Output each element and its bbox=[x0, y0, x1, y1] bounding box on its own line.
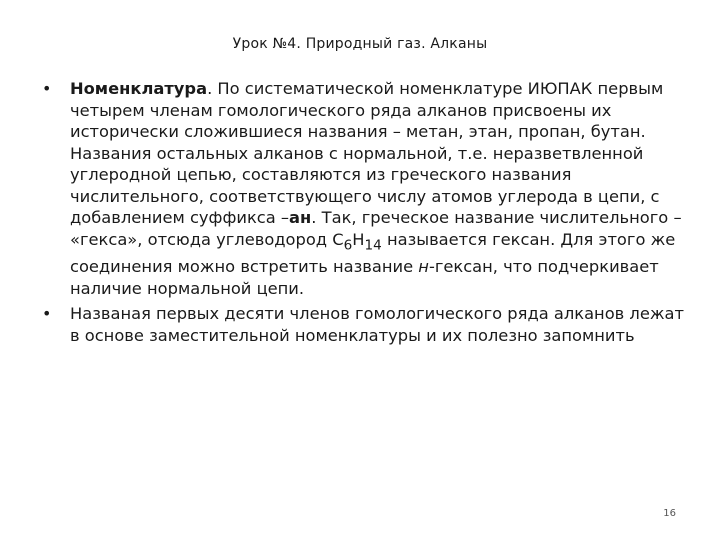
bullet-text-part: . По систематической номенклатуре ИЮПАК первым четырем членам гомологического ряда алканов присвоены их исторически сложившиеся названия – метан, этан, пропан, бутан. Названия остальных алканов с нормальной, т.е. неразветвленной углеродной цепью, составляются из греческого названия числительного, соответствующего числу атомов углерода в цепи, с добавлением суффикса – bbox=[70, 79, 664, 227]
term-nomenclature: Номенклатура bbox=[70, 79, 208, 98]
bullet-item-nomenclature bbox=[40, 78, 684, 299]
bullet-text: Названая первых десяти членов гомологического ряда алканов лежат в основе заместительной номенклатуры и их полезно запомнить bbox=[70, 304, 684, 345]
bullet-text-part: -гексан, что подчеркивает наличие нормальной цепи. bbox=[70, 257, 659, 298]
subscript-carbon-count: 6 bbox=[343, 236, 353, 253]
page-number: 16 bbox=[663, 508, 676, 519]
bullet-list bbox=[40, 78, 684, 350]
bullet-item-names bbox=[40, 303, 684, 346]
italic-n-prefix: н bbox=[418, 257, 429, 277]
subscript-hydrogen-count: 14 bbox=[364, 236, 382, 253]
bullet-marker: • bbox=[42, 79, 52, 98]
formula-hydrogen: H bbox=[352, 229, 365, 249]
bullet-text-part: называется гексан. Для этого же соединения можно встретить название bbox=[70, 229, 676, 277]
bullet-marker: • bbox=[42, 304, 52, 324]
bullet-text-part: . Так, греческое название числительного – «гекса», отсюда углеводород C bbox=[70, 208, 682, 249]
slide-title: Урок №4. Природный газ. Алканы bbox=[232, 36, 488, 52]
suffix-an: ан bbox=[289, 208, 312, 227]
